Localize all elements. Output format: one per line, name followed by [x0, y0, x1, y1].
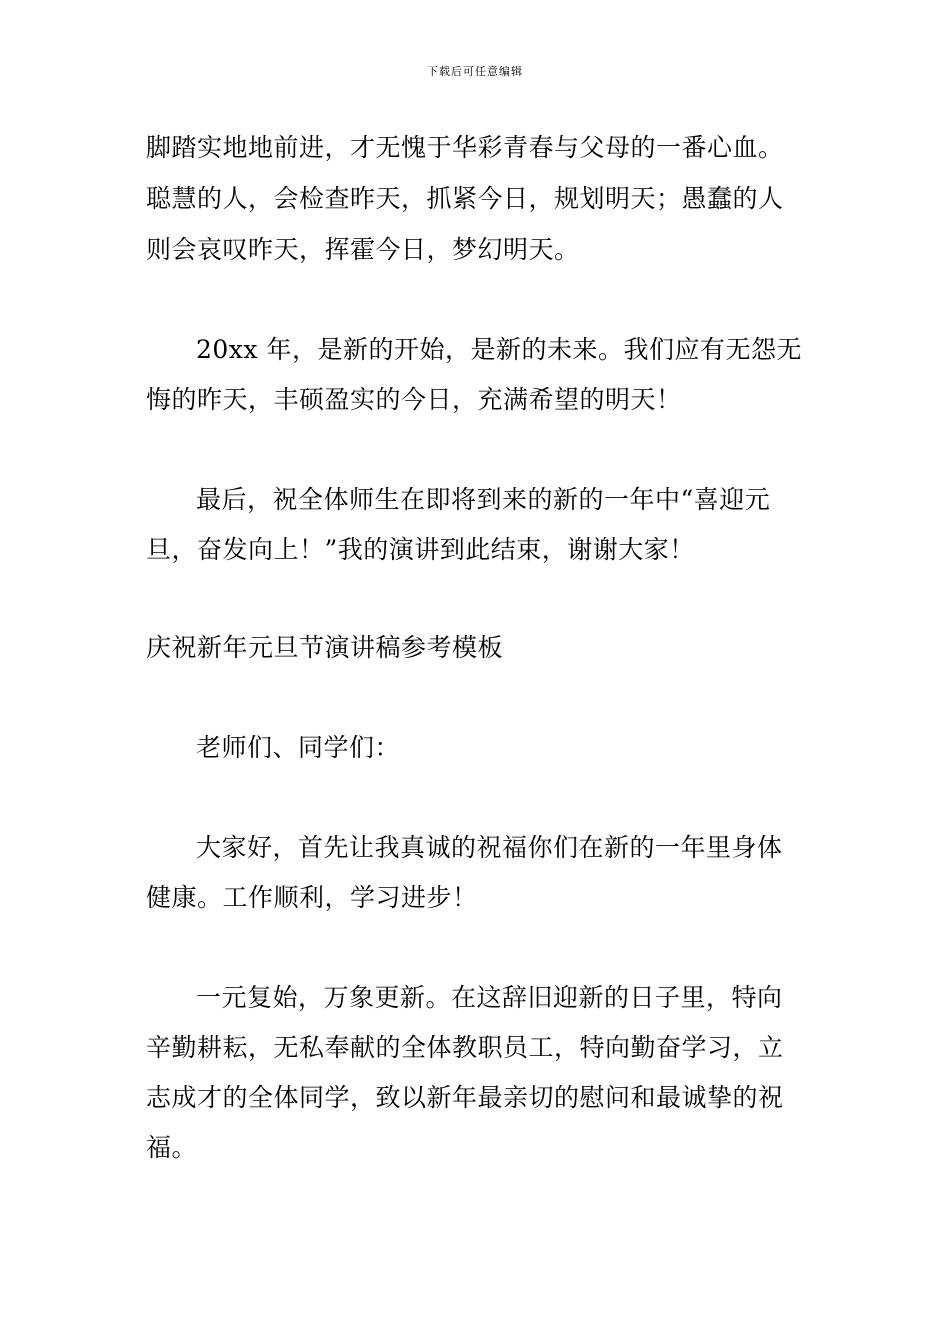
paragraph-line: 20xx 年，是新的开始，是新的未来。我们应有无怨无 — [196, 335, 802, 364]
paragraph-line: 脚踏实地地前进，才无愧于华彩青春与父母的一番心血。 — [146, 133, 784, 162]
paragraph-line: 大家好，首先让我真诚的祝福你们在新的一年里身体 — [196, 833, 783, 862]
paragraph-line: 志成才的全体同学，致以新年最亲切的慰问和最诚挚的祝 — [146, 1083, 784, 1112]
paragraph-line: 则会哀叹昨天，挥霍今日，梦幻明天。 — [146, 235, 580, 264]
salutation: 老师们、同学们： — [196, 733, 401, 762]
paragraph-line: 悔的昨天，丰硕盈实的今日，充满希望的明天！ — [146, 385, 682, 414]
section-title: 庆祝新年元旦节演讲稿参考模板 — [146, 633, 504, 662]
paragraph-line: 旦，奋发向上！”我的演讲到此结束，谢谢大家！ — [146, 535, 695, 564]
paragraph-line: 一元复始，万象更新。在这辞旧迎新的日子里，特向 — [196, 983, 783, 1012]
page-header-note: 下载后可任意编辑 — [427, 65, 523, 78]
paragraph-line: 最后，祝全体师生在即将到来的新的一年中“喜迎元 — [196, 485, 771, 514]
paragraph-line: 健康。工作顺利，学习进步！ — [146, 883, 478, 912]
paragraph-line: 福。 — [146, 1133, 198, 1162]
paragraph-line: 聪慧的人，会检查昨天，抓紧今日，规划明天；愚蠢的人 — [146, 184, 784, 213]
paragraph-line: 辛勤耕耘，无私奉献的全体教职员工，特向勤奋学习，立 — [146, 1033, 784, 1062]
